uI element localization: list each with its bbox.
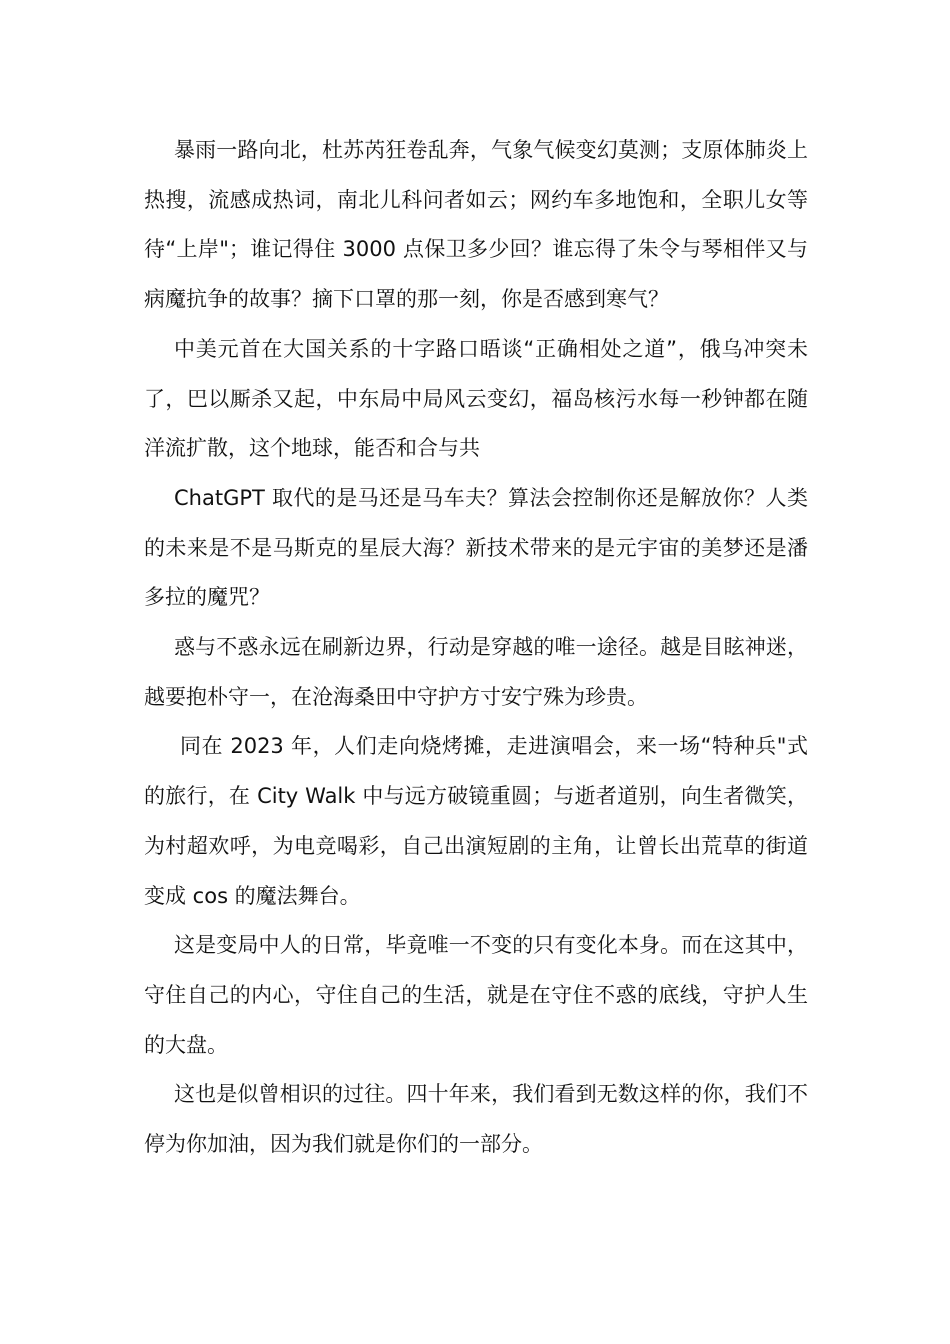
body-text	[144, 126, 808, 1170]
paragraph-7: 这也是似曾相识的过往。四十年来，我们看到无数这样的你，我们不停为你加油，因为我们就是你们的一部分。	[144, 1082, 808, 1157]
paragraph-1: 暴雨一路向北，杜苏芮狂卷乱奔，气象气候变幻莫测；支原体肺炎上热搜，流感成热词，南北儿科问者如云；网约车多地饱和，全职儿女等待“上岸"；谁记得住 3000 点保卫多少回？谁忘得了朱令与琴相伴又与病魔抗争的故事？摘下口罩的那一刻，你是否感到寒气？	[144, 138, 808, 312]
paragraph-5: 同在 2023 年，人们走向烧烤摊，走进演唱会，来一场“特种兵"式的旅行，在 City Walk 中与远方破镜重圆；与逝者道别，向生者微笑，为村超欢呼，为电竞喝彩，自己出演短剧的主角，让曾长出荒草的街道变成 cos 的魔法舞台。	[144, 734, 808, 908]
paragraph-6: 这是变局中人的日常，毕竟唯一不变的只有变化本身。而在这其中，守住自己的内心，守住自己的生活，就是在守住不惑的底线，守护人生的大盘。	[144, 933, 808, 1057]
paragraph-3: ChatGPT 取代的是马还是马车夫？算法会控制你还是解放你？人类的未来是不是马斯克的星辰大海？新技术带来的是元宇宙的美梦还是潘多拉的魔咒？	[144, 485, 808, 610]
paragraph-4: 惑与不惑永远在刷新边界，行动是穿越的唯一途径。越是目眩神迷，越要抱朴守一，在沧海桑田中守护方寸安宁殊为珍贵。	[144, 635, 808, 709]
paragraph-2: 中美元首在大国关系的十字路口晤谈“正确相处之道”，俄乌冲突未了，巴以厮杀又起，中东局中局风云变幻，福岛核污水每一秒钟都在随洋流扩散，这个地球，能否和合与共	[144, 336, 808, 461]
